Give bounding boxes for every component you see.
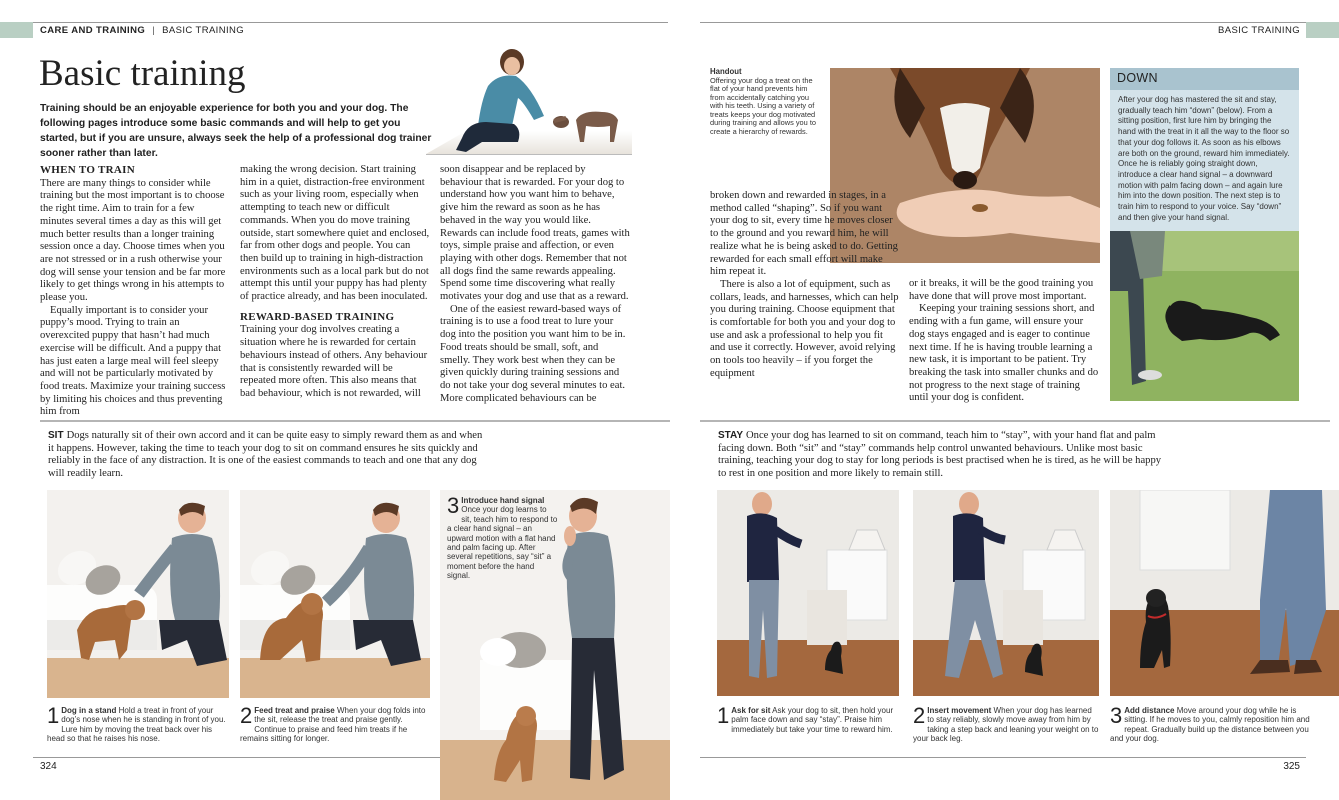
col1-paragraph-2: Equally important is to consider your puppy’s mood. Trying to train an overexcited puppy that hasn’t had much exercise will be difficult. And a puppy that has just eaten a large meal will feel sleepy and will not be particularly motivated by food treats. Maximize your training success by limiting his choices and thus preventing him from bbox=[40, 304, 226, 418]
sit-step-3-caption bbox=[447, 493, 559, 581]
stay-step-2-title: Insert movement bbox=[927, 706, 992, 715]
footer-rule-left bbox=[33, 757, 440, 758]
col1-paragraph-1: There are many things to consider while training but the most important is to choose the right time. Aim to train for a few minutes several times a day as this will get much better results than a longer training session once a day. Choose times when you are not stressed or in a rush otherwise your dog will sense your tension and be far more likely to get things wrong in his attempts to please you. bbox=[40, 177, 226, 304]
footer-rule-right bbox=[700, 757, 1306, 758]
sit-step-1-title: Dog in a stand bbox=[61, 706, 117, 715]
sit-step-1-text: Hold a treat in front of your dog’s nose when he is standing in front of you. Lure him by moving the treat back over his head so that he raises his nose. bbox=[47, 706, 226, 744]
sit-photo-2 bbox=[240, 490, 430, 698]
sit-divider bbox=[40, 420, 670, 422]
reward-based-training-heading: REWARD-BASED TRAINING bbox=[240, 310, 395, 323]
column-1 bbox=[40, 164, 230, 419]
column-3 bbox=[440, 164, 630, 405]
stay-photo-2 bbox=[913, 490, 1099, 696]
stay-step-1-title: Ask for sit bbox=[731, 706, 771, 715]
col2-paragraph-1: making the wrong decision. Start training him in a quiet, distraction-free environment such as your living room, especially when attempting to teach new or difficult commands. When you do move training outside, start somewhere quiet and enclosed, far from other dogs and people. You can then build up to training in high-distraction environments such as a local park but do not attempt this until your puppy has had plenty of practice already, and has been inoculated. bbox=[240, 164, 430, 303]
sit-step-3-title: Introduce hand signal bbox=[461, 496, 545, 505]
header-rule-right bbox=[700, 22, 1306, 23]
sit-step-3-panel bbox=[440, 490, 670, 800]
down-heading: DOWN bbox=[1110, 68, 1299, 90]
sit-step-2-number: 2 bbox=[240, 703, 253, 728]
hero-photo bbox=[426, 46, 632, 156]
stay-step-1-caption bbox=[717, 703, 897, 734]
stay-intro bbox=[718, 430, 1168, 480]
stay-divider bbox=[700, 420, 1330, 422]
down-text: After your dog has mastered the sit and stay, gradually teach him “down” (below). From a sitting position, first lure him by bringing the hand with the treat in it all the way to the floor so that your dog follows it. As soon as his elbows are both on the ground, reward him immediately. Once he is reliably going straight down, introduce a clear hand signal – a downward motion with palm facing down – and again lure him into the down position. The next step is to train him to respond to your voice. Say “down” and then give your hand signal. bbox=[1118, 95, 1290, 222]
stay-step-3-caption bbox=[1110, 703, 1320, 744]
handout-title: Handout bbox=[710, 67, 742, 76]
down-sidebar bbox=[1110, 68, 1299, 401]
intro-text: Training should be an enjoyable experience for both you and your dog. The following pages introduce some basic commands and will help to get you started, but if you are unsure, always seek the help of a professional dog trainer sooner rather than later. bbox=[40, 103, 432, 159]
stay-step-3-number: 3 bbox=[1110, 703, 1123, 728]
stay-step-1-text: Ask your dog to sit, then hold your palm face down and say “stay”. Praise him immediately but take your time to reward him. bbox=[731, 706, 894, 734]
handout-caption bbox=[710, 68, 818, 136]
when-to-train-heading: WHEN TO TRAIN bbox=[40, 164, 135, 176]
stay-photo-3 bbox=[1110, 490, 1339, 696]
header-rule-left bbox=[33, 22, 668, 23]
column-5 bbox=[909, 278, 1099, 405]
col5-paragraph-2: Keeping your training sessions short, and ending with a fun game, will ensure your dog stays engaged and is eager to continue next time. If he is having trouble learning a new task, it is important to be patient. Try breaking the task into smaller chunks and do not progress to the next stage of training until your dog is confident. bbox=[909, 303, 1099, 404]
column-2 bbox=[240, 164, 430, 401]
header-accent-right bbox=[1306, 22, 1339, 38]
running-head-right: BASIC TRAINING bbox=[1218, 25, 1300, 36]
sit-label: SIT bbox=[48, 430, 64, 441]
stay-text: Once your dog has learned to sit on command, teach him to “stay”, with your hand flat and palm facing down. Both “sit” and “stay” commands help control unwanted behaviours. Unlike most basic training, teaching your dog to stay for long periods is best practised when he is tired, as he will be happy to rest in one position and more likely to remain still. bbox=[718, 430, 1162, 479]
page-number-left: 324 bbox=[40, 761, 57, 772]
sit-intro bbox=[48, 430, 488, 480]
col2-paragraph-2: Training your dog involves creating a situation where he is rewarded for certain behaviours instead of others. Any behaviour that is consistently rewarded will be repeated more often. This also means that bad behaviour, which is not rewarded, will bbox=[240, 324, 428, 399]
header-accent-left bbox=[0, 22, 33, 38]
sit-step-3-number: 3 bbox=[447, 493, 460, 518]
col3-paragraph-2: One of the easiest reward-based ways of training is to use a food treat to lure your dog into the position you want him to be in. Food treats should be small, soft, and smelly. They work best when they can be given quickly during training sessions and do not take your dog several minutes to eat. More complicated behaviours can be bbox=[440, 303, 626, 404]
header-divider: | bbox=[152, 25, 156, 36]
col4-paragraph-2: There is also a lot of equipment, such as collars, leads, and harnesses, which can help you during training. Choose equipment that is comfortable for both you and your dog to use and ask a professional to help you fit and use it correctly. However, avoid relying on tools too heavily – if you forget the equipment bbox=[710, 278, 899, 379]
subsection-name: BASIC TRAINING bbox=[162, 25, 245, 36]
sit-photo-1 bbox=[47, 490, 229, 698]
stay-label: STAY bbox=[718, 430, 744, 441]
sit-step-1-number: 1 bbox=[47, 703, 60, 728]
stay-step-3-title: Add distance bbox=[1124, 706, 1175, 715]
stay-step-3-text: Move around your dog while he is sitting. If he moves to you, calmly reposition him and repeat. Gradually build up the distance between you and your dog. bbox=[1110, 706, 1310, 744]
hero-floor-line bbox=[426, 154, 632, 155]
sit-step-2-caption bbox=[240, 703, 428, 744]
stay-step-2-number: 2 bbox=[913, 703, 926, 728]
col3-paragraph-1: soon disappear and be replaced by behaviour that is rewarded. For your dog to understand how you want him to behave, give him the reward as soon as he has behaved in the way you would like. Rewards can include food treats, games with toys, simple praise and affection, or even playing with other dogs. Remember that not all dogs find the same rewards appealing. Spend some time discovering what really motivates your dog and use that as a reward. bbox=[440, 164, 630, 303]
sit-text: Dogs naturally sit of their own accord and it can be quite easy to simply reward them as and when it happens. However, taking the time to teach your dog to sit on command ensures he sits quickly and reliably in the face of any distraction. It is one of the easiest commands to teach and one that any dog will readily learn. bbox=[48, 430, 483, 479]
column-4 bbox=[710, 190, 900, 381]
stay-photo-1 bbox=[717, 490, 899, 696]
running-head-left bbox=[40, 25, 244, 36]
sit-step-2-text: When your dog folds into the sit, release the treat and praise gently. Continue to praise and feed him treats if he remains sitting for longer. bbox=[240, 706, 426, 744]
stay-step-2-text: When your dog has learned to stay reliably, slowly move away from him by taking a step back and leaning your weight on to your back leg. bbox=[913, 706, 1099, 744]
stay-step-1-number: 1 bbox=[717, 703, 730, 728]
section-name: CARE AND TRAINING bbox=[40, 25, 146, 36]
sit-step-3-text: Once your dog learns to sit, teach him to respond to a clear hand signal – an upward motion with a flat hand and palm facing up. After several repetitions, say “sit” a moment before the hand signal. bbox=[447, 505, 558, 581]
sit-step-2-title: Feed treat and praise bbox=[254, 706, 335, 715]
page-title: Basic training bbox=[39, 53, 246, 94]
col4-paragraph-1: broken down and rewarded in stages, in a method called “shaping”. So if you want your dog to sit, every time he moves closer to the ground and you reward him, he will realize what he is being asked to do. Getting rewarded for each small effort will make him repeat it. bbox=[710, 190, 898, 278]
stay-step-2-caption bbox=[913, 703, 1099, 744]
page-number-right: 325 bbox=[1283, 761, 1300, 772]
handout-text: Offering your dog a treat on the flat of your hand prevents him from accidentally catching you with his teeth. Using a variety of treats keeps your dog motivated during training and allows you to create a hierarchy of rewards. bbox=[710, 75, 816, 136]
down-photo bbox=[1110, 231, 1299, 401]
col5-paragraph-1: or it breaks, it will be the good training you have done that will prove most important. bbox=[909, 278, 1094, 302]
sit-step-1-caption bbox=[47, 703, 227, 744]
